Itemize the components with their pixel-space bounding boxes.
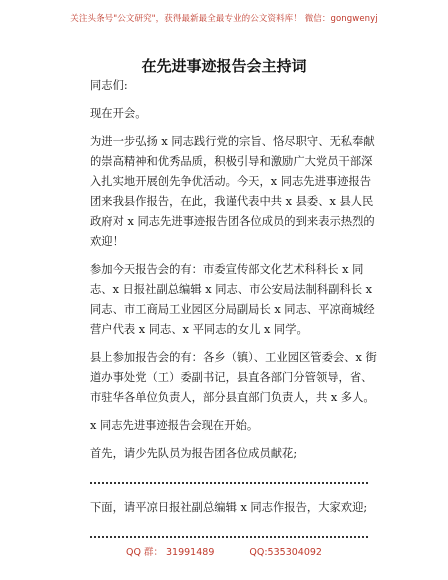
opening-line: 现在开会。: [90, 107, 147, 120]
paragraph-welcome: 为进一步弘扬 x 同志践行党的宗旨、恪尽职守、无私奉献的崇高精神和优秀品质，积极引导和激励广大党员干部深入扎实地开展创先争优活动。今天，x 同志先进事迹报告团来我县作报告，在此，我谨代表中共 x 县委、x 县人民政府对 x 同志先进事迹报告团各位成员的到来表示热烈的欢迎！: [90, 135, 375, 248]
salutation: 同志们:: [90, 79, 128, 92]
paragraph-attendees-city: 参加今天报告会的有：市委宣传部文化艺术科科长 x 同志、x 日报社副总编辑 x 同志、市公安局法制科副科长 x 同志、市工商局工业园区分局副局长 x 同志、平凉商城经营户代表 x 同志、x 平同志的女儿 x 同学。: [90, 263, 375, 336]
document-body: [90, 76, 382, 552]
paragraph-report: 下面，请平凉日报社副总编辑 x 同志作报告，大家欢迎;: [90, 501, 368, 514]
dotted-line: [90, 472, 368, 484]
paragraph-attendees-county: 县上参加报告会的有：各乡（镇）、工业园区管委会、x 街道办事处党（工）委副书记，县直各部门分管领导，省、市驻华各单位负责人，部分县直部门负责人，共 x 多人。: [90, 351, 377, 404]
paragraph-flowers: 首先，请少先队员为报告团各位成员献花;: [90, 447, 298, 460]
paragraph-start: x 同志先进事迹报告会现在开始。: [90, 419, 259, 432]
header-notice: 关注头条号"公文研究"，获得最新最全最专业的公文资料库！ 微信：gongwenyj: [70, 14, 378, 24]
footer: [0, 544, 448, 558]
dotted-line: [90, 526, 368, 538]
document-title: 在先进事迹报告会主持词: [141, 57, 307, 75]
footer-qq-group: QQ 群： 31991489: [126, 547, 215, 558]
footer-qq: QQ:535304092: [249, 547, 322, 558]
